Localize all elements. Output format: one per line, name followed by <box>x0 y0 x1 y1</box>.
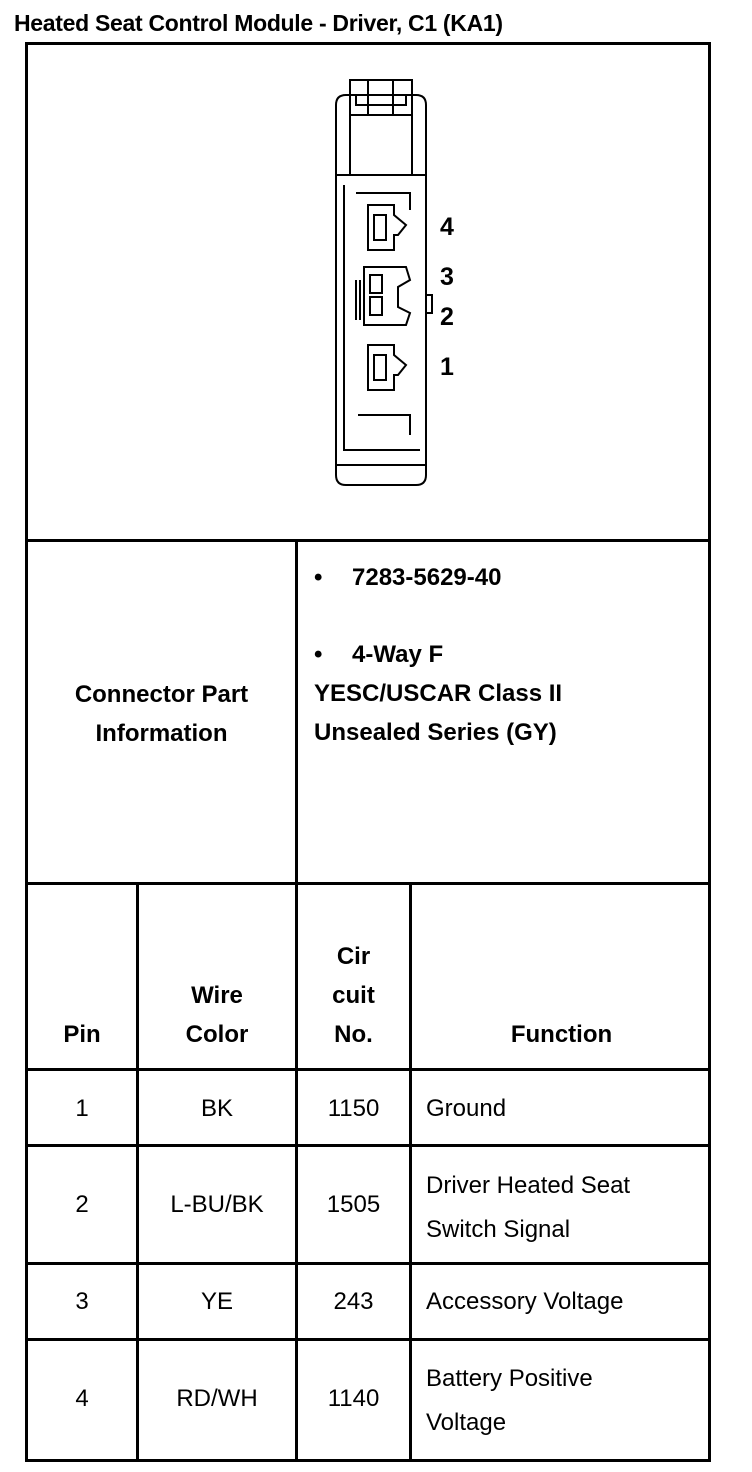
description-line-3: Unsealed Series (GY) <box>314 719 557 746</box>
row-function: Ground <box>426 1095 507 1122</box>
header-wire-color: Wire Color <box>185 982 249 1048</box>
connector-table <box>25 42 711 1462</box>
row-circuit: 243 <box>333 1288 374 1315</box>
row-circuit: 1140 <box>327 1385 380 1412</box>
pin-label-2: 2 <box>440 303 454 331</box>
divider <box>295 539 298 882</box>
row-pin: 3 <box>75 1288 89 1315</box>
row-wire-color: YE <box>200 1288 233 1315</box>
row-pin: 4 <box>75 1385 89 1412</box>
divider <box>28 1262 708 1265</box>
divider <box>409 882 412 1462</box>
row-wire-color: BK <box>200 1095 233 1122</box>
row-wire-color: L-BU/BK <box>170 1191 264 1218</box>
divider <box>28 539 708 542</box>
page-title: Heated Seat Control Module - Driver, C1 (KA1) <box>14 10 503 36</box>
divider <box>28 1068 708 1071</box>
pin-label-3: 3 <box>440 263 454 291</box>
connector-face-drawing <box>328 75 488 505</box>
part-number-line: • 7283-5629-40 <box>314 564 502 591</box>
divider <box>136 882 139 1462</box>
row-circuit: 1505 <box>326 1191 381 1218</box>
row-pin: 2 <box>75 1191 89 1218</box>
part-info-label: Connector Part Information <box>74 681 249 747</box>
row-pin: 1 <box>75 1095 89 1122</box>
row-function: Driver Heated Seat Switch Signal <box>426 1172 631 1243</box>
row-wire-color: RD/WH <box>176 1385 258 1412</box>
description-line-1: • 4-Way F <box>314 641 444 668</box>
pin-label-1: 1 <box>440 353 454 381</box>
row-function: Battery Positive Voltage <box>426 1365 593 1436</box>
row-function: Accessory Voltage <box>426 1288 624 1315</box>
pin-label-4: 4 <box>440 213 454 241</box>
row-circuit: 1150 <box>327 1095 380 1122</box>
header-circuit-number: Cir cuit No. <box>332 943 375 1048</box>
header-function: Function <box>510 1021 613 1048</box>
divider <box>28 1338 708 1341</box>
divider <box>28 1144 708 1147</box>
header-pin: Pin <box>63 1021 101 1048</box>
description-line-2: YESC/USCAR Class II <box>314 680 563 707</box>
divider <box>28 882 708 885</box>
